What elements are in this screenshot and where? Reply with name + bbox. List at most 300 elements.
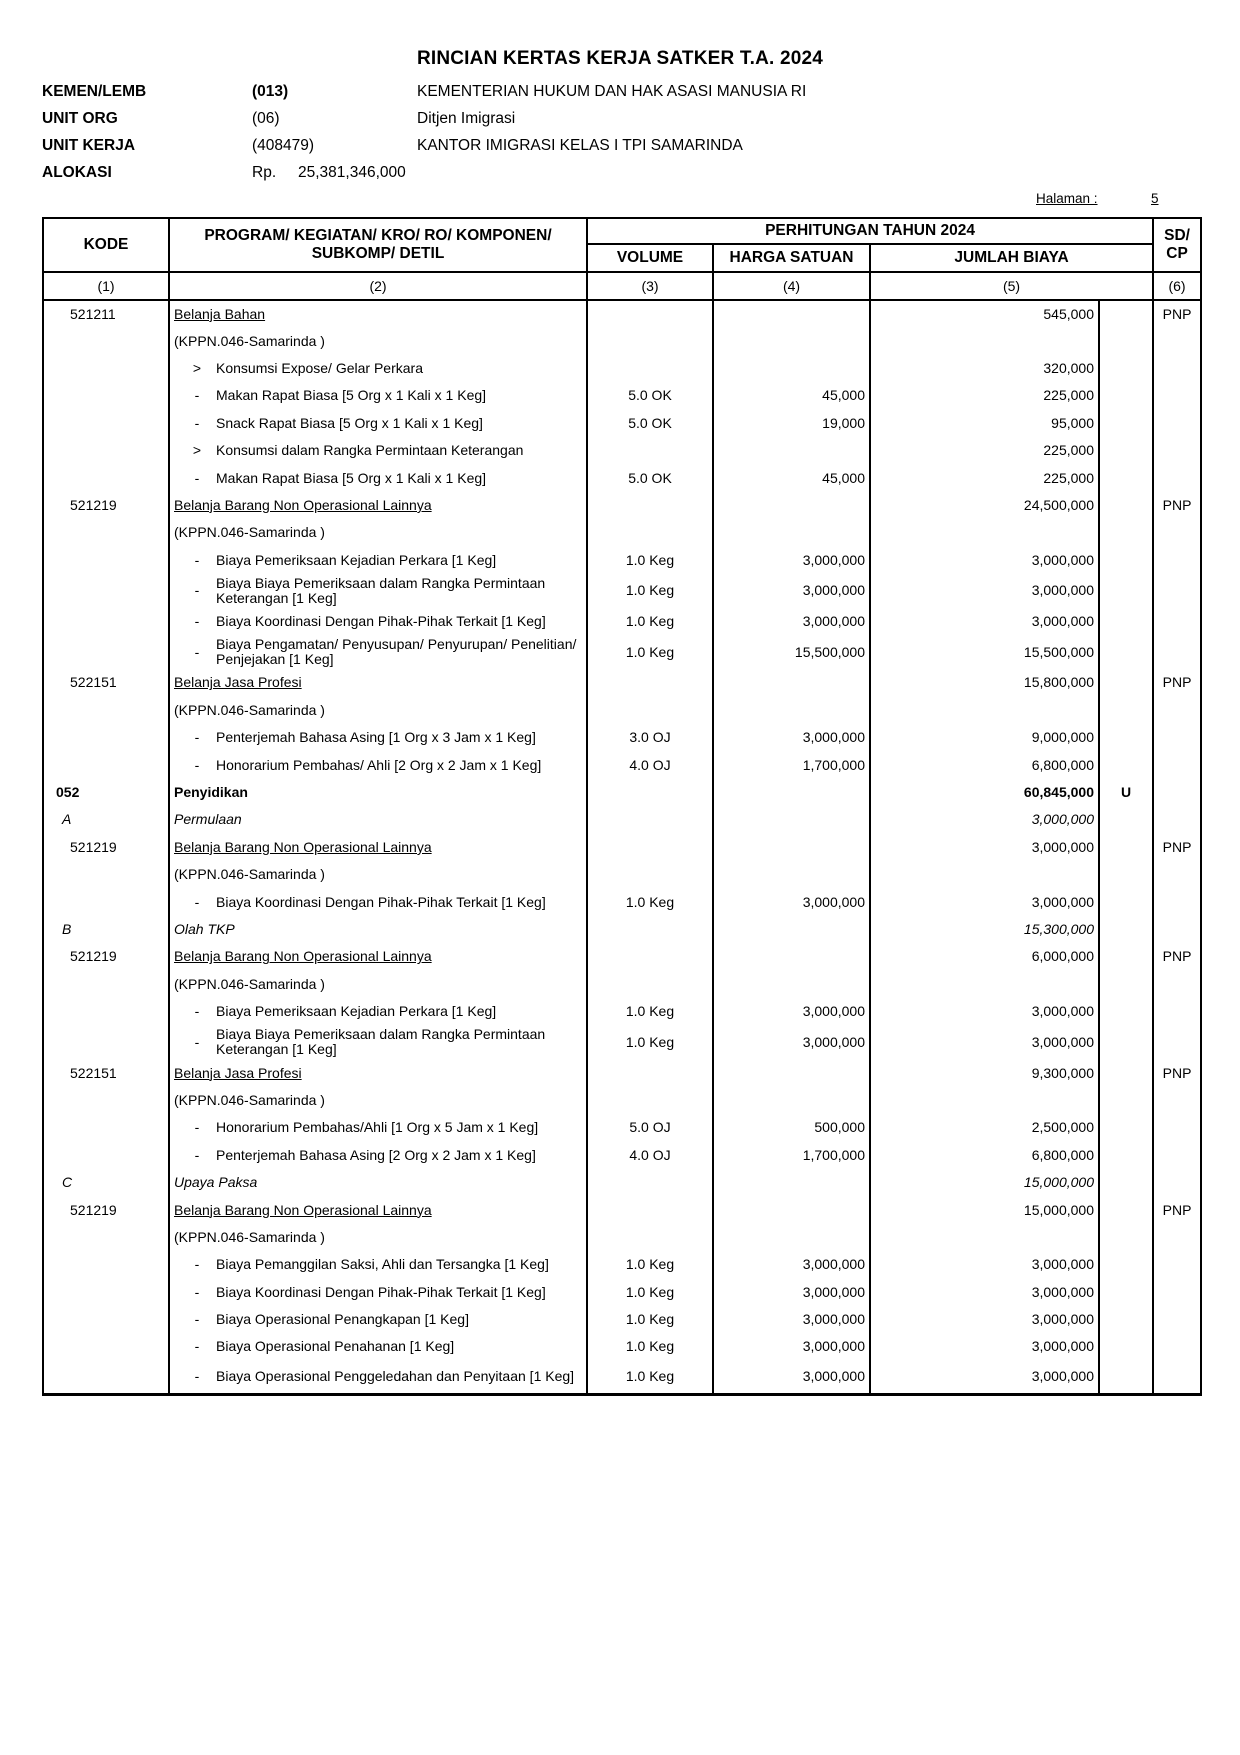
- program-cell: [169, 779, 587, 806]
- sumber-flag-cell: [1099, 971, 1153, 998]
- table-row-kppn: [43, 971, 1201, 998]
- harga-satuan-cell: [713, 806, 870, 833]
- group-marker: >: [192, 359, 202, 376]
- kode-cell: [43, 547, 169, 574]
- volume-cell: 1.0 Keg: [587, 1279, 713, 1306]
- volume-cell: [587, 669, 713, 696]
- kode-cell: [43, 971, 169, 998]
- table-row-subkomp: [43, 806, 1201, 833]
- col-kode: KODE: [43, 218, 169, 272]
- jumlah-biaya-cell: [870, 971, 1099, 998]
- kode-cell: [43, 464, 169, 491]
- kode-cell: B: [43, 916, 169, 943]
- kode-cell: [43, 635, 169, 669]
- volume-cell: [587, 1059, 713, 1086]
- jumlah-biaya-cell: 9,300,000: [870, 1059, 1099, 1086]
- item-description: Biaya Pemeriksaan Kejadian Perkara [1 Keg]: [216, 551, 497, 568]
- program-cell: [169, 1279, 587, 1306]
- alokasi-currency: Rp.: [252, 164, 277, 181]
- table-row-subkomp: [43, 916, 1201, 943]
- volume-cell: 1.0 Keg: [587, 574, 713, 608]
- harga-satuan-cell: 3,000,000: [713, 1333, 870, 1360]
- table-row-akun: [43, 492, 1201, 519]
- sdcp-cell: PNP: [1153, 492, 1201, 519]
- sdcp-cell: [1153, 608, 1201, 635]
- program-cell: [169, 1059, 587, 1086]
- sdcp-cell: [1153, 1251, 1201, 1278]
- item-description: Biaya Koordinasi Dengan Pihak-Pihak Terkait [1 Keg]: [216, 1283, 546, 1300]
- unit-kerja-code: (408479): [252, 137, 315, 154]
- harga-satuan-cell: [713, 1169, 870, 1196]
- kode-cell: 522151: [43, 669, 169, 696]
- harga-satuan-cell: 3,000,000: [713, 1025, 870, 1059]
- subkomp-label: Permulaan: [174, 811, 242, 828]
- item-description: Biaya Operasional Penggeledahan dan Penyitaan [1 Keg]: [216, 1368, 575, 1385]
- detail-text: [174, 1339, 586, 1354]
- table-row-detail: [43, 724, 1201, 751]
- jumlah-biaya-cell: [870, 327, 1099, 354]
- kode-cell: [43, 1114, 169, 1141]
- harga-satuan-cell: [713, 1087, 870, 1114]
- volume-cell: [587, 492, 713, 519]
- volume-cell: 5.0 OJ: [587, 1114, 713, 1141]
- item-marker: -: [194, 1256, 200, 1273]
- item-marker: -: [194, 756, 200, 773]
- kode-cell: [43, 327, 169, 354]
- table-row-kppn: [43, 519, 1201, 546]
- kode-cell: [43, 1333, 169, 1360]
- jumlah-biaya-cell: 60,845,000: [870, 779, 1099, 806]
- volume-cell: [587, 327, 713, 354]
- volume-cell: [587, 861, 713, 888]
- program-cell: [169, 888, 587, 915]
- item-description: Biaya Biaya Pemeriksaan dalam Rangka Permintaan Keterangan [1 Keg]: [216, 574, 546, 606]
- volume-cell: 1.0 Keg: [587, 547, 713, 574]
- program-cell: [169, 608, 587, 635]
- sumber-flag-cell: [1099, 943, 1153, 970]
- program-cell: [169, 1251, 587, 1278]
- col-num-2: (2): [169, 272, 587, 300]
- sumber-flag-cell: [1099, 1142, 1153, 1169]
- sdcp-cell: [1153, 751, 1201, 778]
- volume-cell: 1.0 Keg: [587, 1333, 713, 1360]
- volume-cell: [587, 1224, 713, 1251]
- halaman-number: 5: [1151, 191, 1159, 206]
- harga-satuan-cell: 3,000,000: [713, 574, 870, 608]
- sdcp-cell: [1153, 1087, 1201, 1114]
- detail-text: [174, 895, 586, 910]
- sumber-flag-cell: [1099, 1025, 1153, 1059]
- sdcp-cell: [1153, 861, 1201, 888]
- harga-satuan-cell: 1,700,000: [713, 1142, 870, 1169]
- table-row-detail: [43, 1333, 1201, 1360]
- col-num-6: (6): [1153, 272, 1201, 300]
- col-harga-satuan: HARGA SATUAN: [713, 244, 870, 272]
- subkomp-label: Upaya Paksa: [174, 1174, 258, 1191]
- table-row-komponen: [43, 779, 1201, 806]
- kode-cell: [43, 437, 169, 464]
- kode-cell: [43, 861, 169, 888]
- program-cell: [169, 943, 587, 970]
- sumber-flag-cell: U: [1099, 779, 1153, 806]
- harga-satuan-cell: [713, 779, 870, 806]
- kode-cell: [43, 998, 169, 1025]
- table-row-akun: [43, 834, 1201, 861]
- item-description: Snack Rapat Biasa [5 Org x 1 Kali x 1 Keg]: [216, 414, 483, 431]
- harga-satuan-cell: [713, 300, 870, 327]
- program-cell: [169, 492, 587, 519]
- jumlah-biaya-cell: 3,000,000: [870, 547, 1099, 574]
- jumlah-biaya-cell: 9,000,000: [870, 724, 1099, 751]
- program-cell: [169, 998, 587, 1025]
- sdcp-cell: [1153, 806, 1201, 833]
- harga-satuan-cell: [713, 669, 870, 696]
- sdcp-cell: PNP: [1153, 943, 1201, 970]
- harga-satuan-cell: [713, 834, 870, 861]
- table-row-kppn: [43, 327, 1201, 354]
- table-row-group: [43, 437, 1201, 464]
- detail-text: [174, 637, 586, 667]
- program-cell: [169, 806, 587, 833]
- item-marker: -: [194, 1033, 200, 1050]
- detail-text: [174, 758, 586, 773]
- item-marker: -: [194, 643, 200, 660]
- volume-cell: 5.0 OK: [587, 382, 713, 409]
- table-row-detail: [43, 1251, 1201, 1278]
- harga-satuan-cell: [713, 1196, 870, 1223]
- harga-satuan-cell: 19,000: [713, 410, 870, 437]
- kode-cell: [43, 1279, 169, 1306]
- volume-cell: 1.0 Keg: [587, 1306, 713, 1333]
- col-num-3: (3): [587, 272, 713, 300]
- program-cell: [169, 327, 587, 354]
- volume-cell: 4.0 OJ: [587, 1142, 713, 1169]
- jumlah-biaya-cell: 6,800,000: [870, 751, 1099, 778]
- sumber-flag-cell: [1099, 888, 1153, 915]
- item-description: Biaya Pemanggilan Saksi, Ahli dan Tersangka [1 Keg]: [216, 1256, 549, 1273]
- kppn-label: (KPPN.046-Samarinda ): [174, 524, 325, 541]
- kode-cell: 521219: [43, 492, 169, 519]
- item-marker: -: [194, 1119, 200, 1136]
- sumber-flag-cell: [1099, 1224, 1153, 1251]
- kode-cell: [43, 574, 169, 608]
- col-jumlah-biaya: JUMLAH BIAYA: [870, 244, 1153, 272]
- sdcp-cell: [1153, 724, 1201, 751]
- item-description: Penterjemah Bahasa Asing [2 Org x 2 Jam x 1 Keg]: [216, 1146, 536, 1163]
- sdcp-cell: [1153, 971, 1201, 998]
- volume-cell: 1.0 Keg: [587, 1251, 713, 1278]
- unit-kerja-name: KANTOR IMIGRASI KELAS I TPI SAMARINDA: [417, 137, 743, 154]
- table-row-detail: [43, 1279, 1201, 1306]
- harga-satuan-cell: [713, 437, 870, 464]
- volume-cell: [587, 916, 713, 943]
- item-marker: -: [194, 414, 200, 431]
- sdcp-cell: [1153, 1333, 1201, 1360]
- kode-cell: 052: [43, 779, 169, 806]
- jumlah-biaya-cell: 2,500,000: [870, 1114, 1099, 1141]
- jumlah-biaya-cell: 3,000,000: [870, 834, 1099, 861]
- program-cell: [169, 300, 587, 327]
- program-cell: [169, 916, 587, 943]
- jumlah-biaya-cell: 320,000: [870, 355, 1099, 382]
- jumlah-biaya-cell: 15,800,000: [870, 669, 1099, 696]
- jumlah-biaya-cell: 3,000,000: [870, 574, 1099, 608]
- sumber-flag-cell: [1099, 492, 1153, 519]
- table-row-detail: [43, 1114, 1201, 1141]
- sumber-flag-cell: [1099, 635, 1153, 669]
- sdcp-cell: [1153, 916, 1201, 943]
- harga-satuan-cell: 45,000: [713, 464, 870, 491]
- kode-cell: [43, 1142, 169, 1169]
- kppn-label: (KPPN.046-Samarinda ): [174, 866, 325, 883]
- item-description: Biaya Operasional Penahanan [1 Keg]: [216, 1338, 455, 1355]
- harga-satuan-cell: 3,000,000: [713, 1306, 870, 1333]
- sumber-flag-cell: [1099, 547, 1153, 574]
- sdcp-cell: [1153, 327, 1201, 354]
- program-cell: [169, 697, 587, 724]
- volume-cell: [587, 971, 713, 998]
- sdcp-cell: PNP: [1153, 300, 1201, 327]
- volume-cell: [587, 1169, 713, 1196]
- akun-label: Belanja Jasa Profesi: [174, 1064, 302, 1081]
- jumlah-biaya-cell: 3,000,000: [870, 998, 1099, 1025]
- harga-satuan-cell: 3,000,000: [713, 547, 870, 574]
- komponen-label: Penyidikan: [174, 784, 248, 801]
- group-marker: >: [192, 442, 202, 459]
- sumber-flag-cell: [1099, 1251, 1153, 1278]
- table-row-kppn: [43, 1224, 1201, 1251]
- kode-cell: [43, 382, 169, 409]
- kode-cell: [43, 751, 169, 778]
- table-row-kppn: [43, 1087, 1201, 1114]
- sumber-flag-cell: [1099, 669, 1153, 696]
- jumlah-biaya-cell: 3,000,000: [870, 1025, 1099, 1059]
- harga-satuan-cell: 3,000,000: [713, 998, 870, 1025]
- volume-cell: 1.0 Keg: [587, 1361, 713, 1395]
- detail-text: [174, 388, 586, 403]
- item-marker: -: [194, 613, 200, 630]
- table-row-detail: [43, 888, 1201, 915]
- kode-cell: 522151: [43, 1059, 169, 1086]
- harga-satuan-cell: [713, 916, 870, 943]
- detail-text: [174, 1369, 586, 1384]
- sdcp-cell: [1153, 1142, 1201, 1169]
- program-cell: [169, 971, 587, 998]
- sumber-flag-cell: [1099, 751, 1153, 778]
- program-cell: [169, 1087, 587, 1114]
- harga-satuan-cell: [713, 861, 870, 888]
- jumlah-biaya-cell: 545,000: [870, 300, 1099, 327]
- harga-satuan-cell: 3,000,000: [713, 888, 870, 915]
- program-cell: [169, 669, 587, 696]
- jumlah-biaya-cell: 3,000,000: [870, 608, 1099, 635]
- detail-text: [174, 614, 586, 629]
- detail-text: [174, 361, 586, 376]
- program-cell: [169, 635, 587, 669]
- jumlah-biaya-cell: 3,000,000: [870, 1279, 1099, 1306]
- program-cell: [169, 437, 587, 464]
- sdcp-cell: PNP: [1153, 669, 1201, 696]
- sumber-flag-cell: [1099, 998, 1153, 1025]
- harga-satuan-cell: [713, 519, 870, 546]
- halaman-label: Halaman :: [1036, 191, 1098, 206]
- table-row-kppn: [43, 861, 1201, 888]
- table-row-group: [43, 355, 1201, 382]
- harga-satuan-cell: 3,000,000: [713, 1251, 870, 1278]
- program-cell: [169, 519, 587, 546]
- table-row-detail: [43, 382, 1201, 409]
- kppn-label: (KPPN.046-Samarinda ): [174, 975, 325, 992]
- item-marker: -: [194, 1283, 200, 1300]
- sdcp-cell: [1153, 1025, 1201, 1059]
- jumlah-biaya-cell: [870, 1224, 1099, 1251]
- kode-cell: [43, 1025, 169, 1059]
- item-marker: -: [194, 729, 200, 746]
- harga-satuan-cell: [713, 971, 870, 998]
- program-cell: [169, 382, 587, 409]
- sdcp-cell: [1153, 635, 1201, 669]
- sumber-flag-cell: [1099, 300, 1153, 327]
- jumlah-biaya-cell: [870, 697, 1099, 724]
- item-description: Konsumsi Expose/ Gelar Perkara: [216, 359, 423, 376]
- sumber-flag-cell: [1099, 1279, 1153, 1306]
- col-perhitungan: PERHITUNGAN TAHUN 2024: [587, 218, 1153, 244]
- sumber-flag-cell: [1099, 574, 1153, 608]
- kode-cell: [43, 888, 169, 915]
- item-description: Honorarium Pembahas/Ahli [1 Org x 5 Jam x 1 Keg]: [216, 1119, 539, 1136]
- kode-cell: [43, 1251, 169, 1278]
- program-cell: [169, 355, 587, 382]
- table-row-detail: [43, 1142, 1201, 1169]
- unit-org-label: UNIT ORG: [42, 110, 118, 127]
- detail-text: [174, 1027, 586, 1057]
- sumber-flag-cell: [1099, 1306, 1153, 1333]
- item-marker: -: [194, 1368, 200, 1385]
- akun-label: Belanja Barang Non Operasional Lainnya: [174, 948, 432, 965]
- program-cell: [169, 1361, 587, 1395]
- table-row-akun: [43, 300, 1201, 327]
- kode-cell: [43, 1224, 169, 1251]
- table-body: [43, 300, 1201, 1395]
- jumlah-biaya-cell: 3,000,000: [870, 1306, 1099, 1333]
- table-row-detail: [43, 547, 1201, 574]
- table-row-subkomp: [43, 1169, 1201, 1196]
- table-row-detail: [43, 574, 1201, 608]
- item-description: Konsumsi dalam Rangka Permintaan Keterangan: [216, 442, 524, 459]
- kemen-label: KEMEN/LEMB: [42, 83, 147, 100]
- harga-satuan-cell: 1,700,000: [713, 751, 870, 778]
- table-row-detail: [43, 1025, 1201, 1059]
- sumber-flag-cell: [1099, 697, 1153, 724]
- volume-cell: [587, 779, 713, 806]
- volume-cell: 1.0 Keg: [587, 1025, 713, 1059]
- sdcp-cell: [1153, 464, 1201, 491]
- sumber-flag-cell: [1099, 382, 1153, 409]
- harga-satuan-cell: 3,000,000: [713, 724, 870, 751]
- sumber-flag-cell: [1099, 834, 1153, 861]
- volume-cell: [587, 834, 713, 861]
- kemen-code: (013): [252, 83, 289, 100]
- jumlah-biaya-cell: 3,000,000: [870, 1333, 1099, 1360]
- volume-cell: [587, 1087, 713, 1114]
- sdcp-cell: [1153, 437, 1201, 464]
- col-volume: VOLUME: [587, 244, 713, 272]
- item-marker: -: [194, 1003, 200, 1020]
- jumlah-biaya-cell: 3,000,000: [870, 806, 1099, 833]
- volume-cell: 1.0 Keg: [587, 888, 713, 915]
- volume-cell: 1.0 Keg: [587, 635, 713, 669]
- kode-cell: 521211: [43, 300, 169, 327]
- program-cell: [169, 834, 587, 861]
- page-title: RINCIAN KERTAS KERJA SATKER T.A. 2024: [416, 48, 824, 69]
- kode-cell: [43, 355, 169, 382]
- table-row-detail: [43, 751, 1201, 778]
- kode-cell: [43, 697, 169, 724]
- volume-cell: [587, 519, 713, 546]
- sdcp-cell: [1153, 519, 1201, 546]
- item-description: Penterjemah Bahasa Asing [1 Org x 3 Jam x 1 Keg]: [216, 729, 536, 746]
- harga-satuan-cell: 500,000: [713, 1114, 870, 1141]
- kode-cell: [43, 519, 169, 546]
- kode-cell: 521219: [43, 834, 169, 861]
- volume-cell: 5.0 OK: [587, 464, 713, 491]
- jumlah-biaya-cell: 225,000: [870, 437, 1099, 464]
- item-description: Makan Rapat Biasa [5 Org x 1 Kali x 1 Keg]: [216, 469, 487, 486]
- jumlah-biaya-cell: 95,000: [870, 410, 1099, 437]
- program-cell: [169, 547, 587, 574]
- sdcp-cell: [1153, 998, 1201, 1025]
- item-marker: -: [194, 893, 200, 910]
- sumber-flag-cell: [1099, 806, 1153, 833]
- harga-satuan-cell: [713, 697, 870, 724]
- volume-cell: [587, 437, 713, 464]
- table-row-akun: [43, 1059, 1201, 1086]
- program-cell: [169, 861, 587, 888]
- sdcp-cell: [1153, 355, 1201, 382]
- item-description: Biaya Pemeriksaan Kejadian Perkara [1 Keg]: [216, 1003, 497, 1020]
- item-description: Biaya Biaya Pemeriksaan dalam Rangka Permintaan Keterangan [1 Keg]: [216, 1026, 546, 1058]
- sdcp-cell: PNP: [1153, 1059, 1201, 1086]
- jumlah-biaya-cell: [870, 861, 1099, 888]
- volume-cell: 4.0 OJ: [587, 751, 713, 778]
- sumber-flag-cell: [1099, 1196, 1153, 1223]
- akun-label: Belanja Barang Non Operasional Lainnya: [174, 838, 432, 855]
- jumlah-biaya-cell: 15,000,000: [870, 1196, 1099, 1223]
- program-cell: [169, 1169, 587, 1196]
- rincian-table: [42, 217, 1202, 1396]
- item-description: Biaya Operasional Penangkapan [1 Keg]: [216, 1311, 469, 1328]
- item-marker: -: [194, 551, 200, 568]
- volume-cell: 3.0 OJ: [587, 724, 713, 751]
- sdcp-cell: [1153, 410, 1201, 437]
- item-description: Biaya Koordinasi Dengan Pihak-Pihak Terkait [1 Keg]: [216, 613, 546, 630]
- item-description: Biaya Koordinasi Dengan Pihak-Pihak Terkait [1 Keg]: [216, 893, 546, 910]
- harga-satuan-cell: [713, 1059, 870, 1086]
- kppn-label: (KPPN.046-Samarinda ): [174, 1228, 325, 1245]
- sumber-flag-cell: [1099, 437, 1153, 464]
- sumber-flag-cell: [1099, 1059, 1153, 1086]
- harga-satuan-cell: [713, 327, 870, 354]
- kode-cell: 521219: [43, 943, 169, 970]
- kppn-label: (KPPN.046-Samarinda ): [174, 1091, 325, 1108]
- item-marker: -: [194, 1311, 200, 1328]
- unit-kerja-label: UNIT KERJA: [42, 137, 136, 154]
- unit-org-code: (06): [252, 110, 280, 127]
- jumlah-biaya-cell: 15,300,000: [870, 916, 1099, 943]
- jumlah-biaya-cell: 6,000,000: [870, 943, 1099, 970]
- kode-cell: 521219: [43, 1196, 169, 1223]
- volume-cell: [587, 806, 713, 833]
